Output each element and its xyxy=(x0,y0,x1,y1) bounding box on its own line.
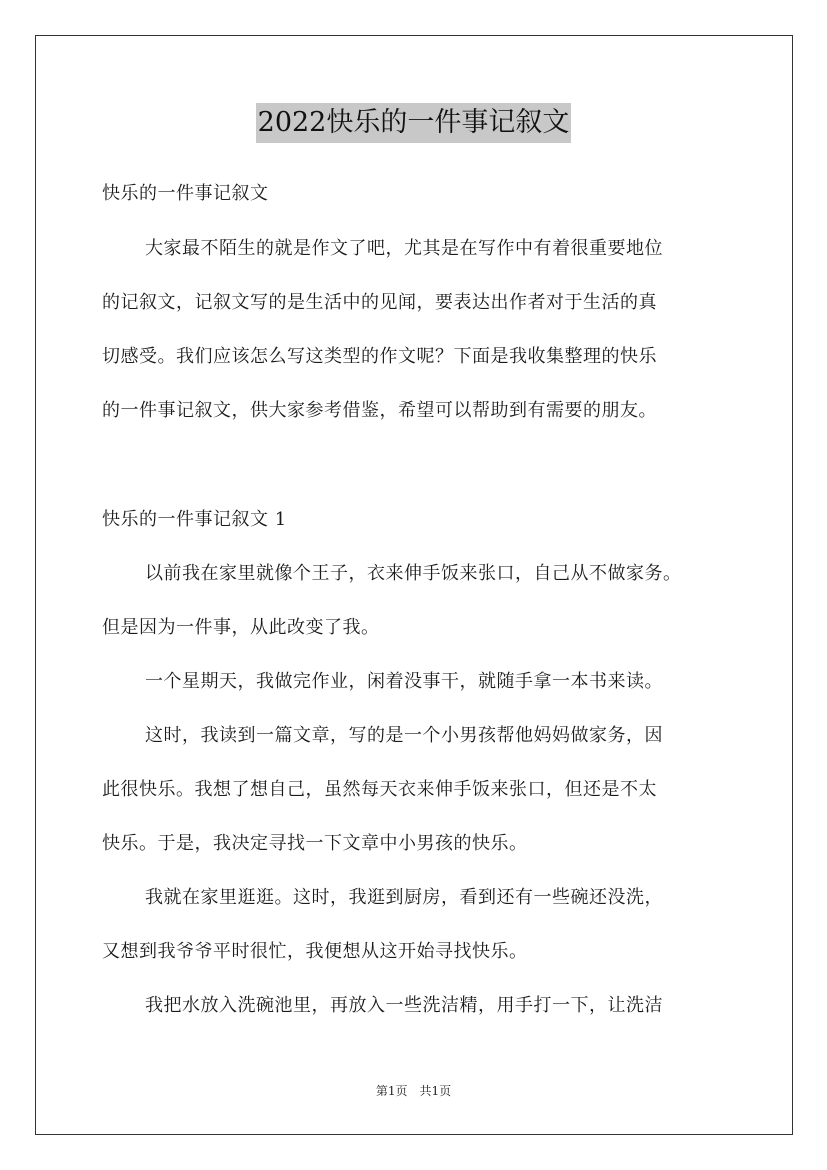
body-line: 快乐。于是，我决定寻找一下文章中小男孩的快乐。 xyxy=(102,833,528,854)
body-line: 这时，我读到一篇文章，写的是一个小男孩帮他妈妈做家务，因 xyxy=(145,725,663,746)
body-line: 我就在家里逛逛。这时，我逛到厨房，看到还有一些碗还没洗， xyxy=(145,887,663,908)
intro-line: 切感受。我们应该怎么写这类型的作文呢？下面是我收集整理的快乐 xyxy=(102,346,657,367)
intro-line: 大家最不陌生的就是作文了吧，尤其是在写作中有着很重要地位 xyxy=(145,238,663,259)
body-line: 以前我在家里就像个王子，衣来伸手饭来张口，自己从不做家务。 xyxy=(145,563,682,584)
body-line: 但是因为一件事，从此改变了我。 xyxy=(102,617,380,638)
intro-line: 的记叙文，记叙文写的是生活中的见闻，要表达出作者对于生活的真 xyxy=(102,292,657,313)
title-container xyxy=(0,103,827,143)
page-number-footer: 第1页 共1页 xyxy=(375,1084,452,1098)
body-line: 我把水放入洗碗池里，再放入一些洗洁精，用手打一下，让洗洁 xyxy=(145,995,663,1016)
body-line: 此很快乐。我想了想自己，虽然每天衣来伸手饭来张口，但还是不太 xyxy=(102,779,657,800)
body-line: 一个星期天，我做完作业，闲着没事干，就随手拿一本书来读。 xyxy=(145,671,663,692)
document-title: 2022快乐的一件事记叙文 xyxy=(256,103,572,143)
section-heading: 快乐的一件事记叙文 1 xyxy=(102,509,287,530)
document-subtitle: 快乐的一件事记叙文 xyxy=(102,183,269,204)
body-line: 又想到我爷爷平时很忙，我便想从这开始寻找快乐。 xyxy=(102,941,528,962)
intro-line: 的一件事记叙文，供大家参考借鉴，希望可以帮助到有需要的朋友。 xyxy=(102,400,657,421)
